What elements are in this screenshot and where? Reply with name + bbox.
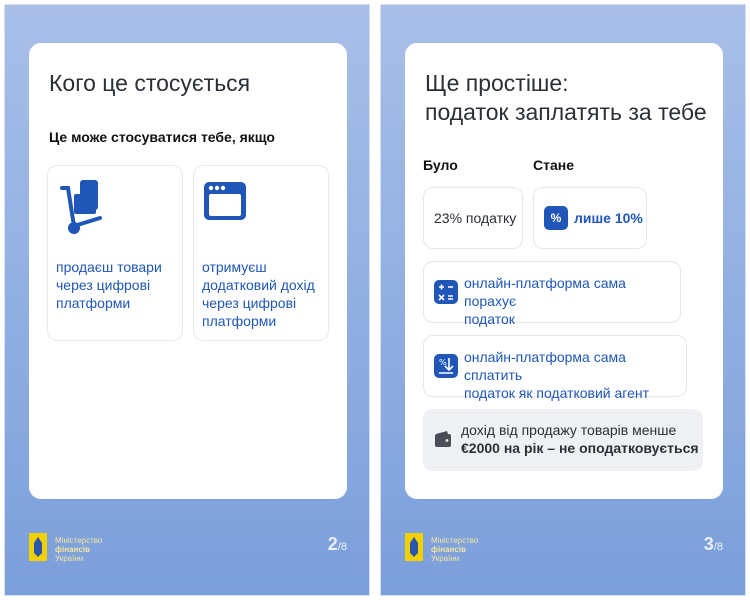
slide-title: Ще простіше: податок заплатять за тебе — [425, 70, 707, 125]
page-counter: 3/8 — [703, 534, 723, 554]
will-value-box — [533, 187, 647, 249]
wallet-icon — [433, 429, 453, 449]
ministry-logo-icon — [405, 533, 423, 561]
tax-agent-icon — [434, 354, 458, 378]
tile-text: отримуєш додатковий дохід через цифрові платформи — [202, 259, 315, 329]
slide-2 — [4, 4, 370, 596]
note-box — [423, 409, 703, 471]
tile-additional-income — [193, 165, 329, 341]
content-card — [29, 43, 347, 499]
row-text: онлайн-платформа сама сплатить податок як податковий агент — [464, 349, 650, 401]
slide-3 — [380, 4, 746, 596]
tile-text: продаєш товари через цифрові платформи — [56, 259, 162, 311]
will-value: лише 10% — [574, 210, 643, 226]
ministry-logo-icon — [29, 533, 47, 561]
tile-sell-goods — [47, 165, 183, 341]
calculator-icon — [434, 280, 458, 304]
was-value-box — [423, 187, 523, 249]
row-calculate — [423, 261, 681, 327]
note-text: дохід від продажу товарів менше €2000 на рік – не оподатковується — [461, 422, 699, 456]
ministry-name: Міністерство фінансів України — [431, 536, 479, 563]
percent-icon: % — [544, 206, 568, 230]
slide-subtitle: Це може стосуватися тебе, якщо — [49, 129, 275, 145]
hand-truck-icon — [56, 178, 104, 242]
was-value: 23% податку — [434, 210, 517, 226]
page-counter: 2/8 — [327, 534, 347, 554]
will-label: Стане — [533, 157, 574, 173]
row-pay — [423, 335, 687, 401]
browser-window-icon — [202, 180, 248, 222]
was-label: Було — [423, 157, 458, 173]
slide-title: Кого це стосується — [49, 70, 251, 96]
svg-text:%: % — [439, 358, 447, 367]
row-text: онлайн-платформа сама порахує податок — [464, 275, 626, 327]
ministry-name: Міністерство фінансів України — [55, 536, 103, 563]
content-card — [405, 43, 723, 499]
